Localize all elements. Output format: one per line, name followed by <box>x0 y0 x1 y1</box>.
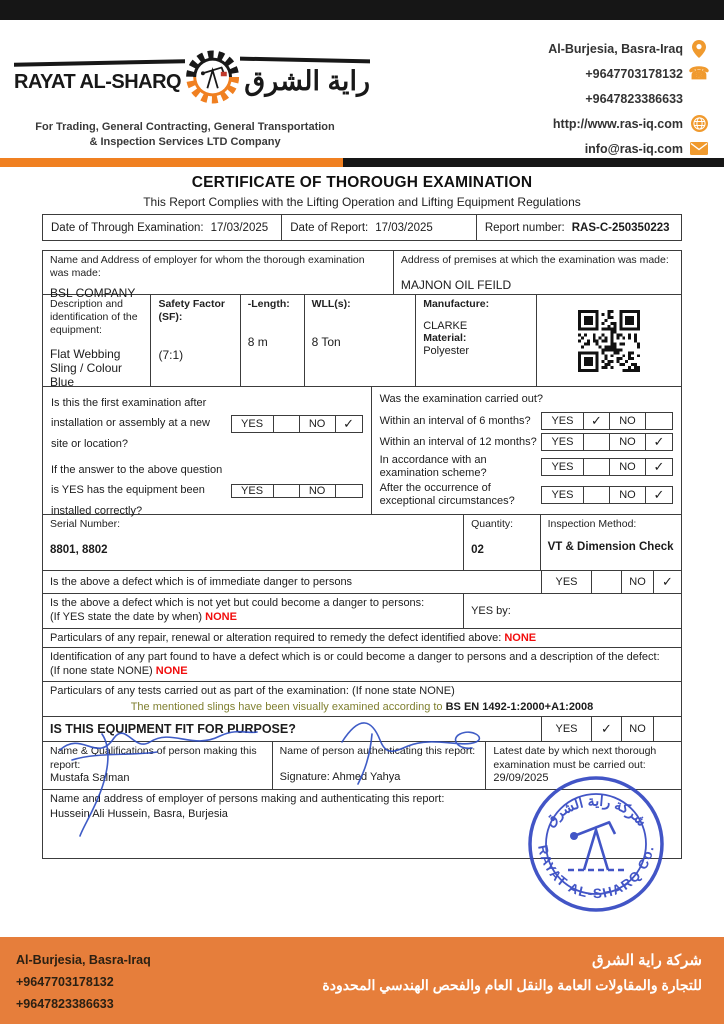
question-6-months: Within an interval of 6 months? YES ✓ NO <box>380 412 673 430</box>
question-exceptional: After the occurrence of exceptional circumstances? YES NO ✓ <box>380 482 673 507</box>
inspection-method-cell: Inspection Method: VT & Dimension Check <box>547 518 674 554</box>
question-exam-scheme: In accordance with an examination scheme? YES NO ✓ <box>380 454 673 479</box>
logo-title-en: RAYAT AL-SHARQ <box>14 61 181 94</box>
tests-standard: BS EN 1492-1:2000+A1:2008 <box>445 700 594 713</box>
stamp-text-ar: شركة راية الشرق <box>541 792 651 830</box>
safety-factor-value: (7:1) <box>158 348 184 363</box>
first-exam-yesno: YES NO ✓ <box>231 415 363 433</box>
future-danger-value: NONE <box>205 610 237 623</box>
immediate-danger-row: Is the above a defect which is of immediate danger to persons YES NO ✓ <box>43 571 681 594</box>
serial-number-value: 8801, 8802 <box>50 544 108 557</box>
qr-cell <box>537 295 681 386</box>
employer-cell: Name and Address of employer for whom the thorough examination was made: BSL COMPANY <box>43 251 394 294</box>
fit-for-purpose-question: IS THIS EQUIPMENT FIT FOR PURPOSE? <box>50 722 296 736</box>
location-pin-icon <box>688 40 710 58</box>
premises-value: MAJNON OIL FEILD <box>400 278 512 293</box>
interval6-yes-checkbox[interactable]: ✓ <box>584 413 610 429</box>
header-divider-bar <box>0 158 724 167</box>
parties-row <box>43 251 681 301</box>
title-block <box>0 174 724 209</box>
premises-cell: Address of premises at which the examination was made: MAJNON OIL FEILD <box>394 251 681 294</box>
questions-right <box>372 387 681 514</box>
footer-company-name-ar: شركة راية الشرق <box>591 952 702 969</box>
serial-row <box>43 515 681 571</box>
tests-note: The mentioned slings have been visually examined according to <box>130 700 443 713</box>
date-bar <box>42 214 682 241</box>
tagline-line2: & Inspection Services LTD Company <box>89 135 281 148</box>
report-date-value: 17/03/2025 <box>375 221 433 234</box>
manufacture-cell: Manufacture: CLARKE Material: Polyester <box>416 295 537 386</box>
next-exam-cell: Latest date by which next thorough examination must be carried out: 29/09/2025 <box>486 742 681 789</box>
immediate-no-checkbox[interactable]: ✓ <box>653 571 681 593</box>
carried-out-header: Was the examination carried out? <box>379 393 544 405</box>
next-exam-date: 29/09/2025 <box>493 772 549 785</box>
authenticator-signature: Signature: Ahmed Yahya <box>279 770 401 783</box>
fit-no-checkbox[interactable] <box>653 717 681 741</box>
material-value: Polyester <box>423 345 470 358</box>
top-black-bar <box>0 0 724 20</box>
footer-phone1: +9647703178132 <box>16 974 114 989</box>
yes-by-cell: YES by: <box>471 605 511 617</box>
equipment-description-value: Flat Webbing Sling / Colour Blue <box>50 347 123 390</box>
identification-row: Identification of any part found to have a defect which is or could become a danger to persons and a description of the defect: (If none state NONE) NONE <box>43 648 681 682</box>
report-number-value: RAS-C-250350223 <box>571 221 670 234</box>
question-first-exam: Is this the first examination after installation or assembly at a new site or location? YES NO ✓ <box>51 393 363 454</box>
globe-icon <box>688 115 710 133</box>
installed-no-checkbox[interactable] <box>336 485 362 497</box>
quantity-value: 02 <box>471 544 484 557</box>
scheme-no-checkbox[interactable]: ✓ <box>653 458 665 474</box>
exam-date-value: 17/03/2025 <box>210 221 269 234</box>
svg-text:شركة راية الشرق <box>542 793 651 830</box>
fit-for-purpose-row <box>43 717 681 742</box>
contact-website: http://www.ras-iq.com <box>460 111 710 136</box>
contact-block <box>460 36 710 161</box>
first-exam-yes-checkbox[interactable] <box>274 416 300 432</box>
company-logo <box>14 34 370 120</box>
employer-value: BSL COMPANY <box>50 286 136 301</box>
footer-contact <box>16 950 151 1016</box>
employer-of-persons-row: Name and address of employer of persons making and authenticating this report: Hussein Ali Hussein, Basra, Burjesia <box>43 790 681 858</box>
fit-yesno: YES ✓ NO <box>541 717 681 741</box>
interval12-no-checkbox[interactable]: ✓ <box>653 434 665 449</box>
contact-phone2: +9647823386633 <box>585 91 683 106</box>
fit-yes-checkbox[interactable]: ✓ <box>591 717 621 741</box>
footer-phone2: +9647823386633 <box>16 996 114 1011</box>
repair-row: Particulars of any repair, renewal or alteration required to remedy the defect identified above: NONE <box>43 629 681 648</box>
exceptional-yes-checkbox[interactable] <box>584 487 610 503</box>
length-value: 8 m <box>247 335 268 350</box>
interval6-no-checkbox[interactable] <box>646 413 672 429</box>
length-cell: -Length: 8 m <box>241 295 305 386</box>
tagline-line1: For Trading, General Contracting, General Transportation <box>35 121 335 133</box>
report-maker-name: Mustafa Salman <box>50 772 130 785</box>
logo-title-ar: راية الشرق <box>244 58 370 97</box>
contact-phone1: +9647703178132 ☎ <box>585 63 710 83</box>
exceptional-no-checkbox[interactable]: ✓ <box>653 486 665 502</box>
footer-company-arabic <box>322 951 702 994</box>
company-tagline <box>10 120 360 150</box>
equipment-row <box>43 295 681 390</box>
question-12-months: Within an interval of 12 months? YES NO ✓ <box>380 433 673 451</box>
serial-number-cell: Serial Number: 8801, 8802 <box>43 515 464 570</box>
future-danger-row: Is the above a defect which is not yet but could become a danger to persons: (If YES state the date by when) NONE YES by: <box>43 594 681 629</box>
installed-correctly-yesno: YES NO <box>231 484 363 498</box>
equipment-description-cell: Description and identification of the equipment: Flat Webbing Sling / Colour Blue <box>43 295 151 386</box>
immediate-danger-yesno: YES NO ✓ <box>541 571 681 593</box>
header <box>0 20 724 158</box>
installed-yes-checkbox[interactable] <box>274 485 300 497</box>
footer-company-desc-ar: للتجارة والمقاولات العامة والنقل العام والفحص الهندسي المحدودة <box>322 977 702 993</box>
phone-icon: ☎ <box>688 63 710 83</box>
questions-row <box>43 387 681 515</box>
divider-orange-segment <box>0 158 343 167</box>
interval12-yes-checkbox[interactable] <box>584 434 610 450</box>
safety-factor-cell: Safety Factor (SF): (7:1) <box>151 295 240 386</box>
scheme-yes-checkbox[interactable] <box>584 459 610 475</box>
repair-value: NONE <box>504 632 537 644</box>
report-maker-cell: Name & Qualifications of person making this report: Mustafa Salman <box>43 742 273 789</box>
question-installed-correctly: If the answer to the above question is YES has the equipment been installed correctly? YES NO <box>51 460 363 521</box>
report-date-cell: Date of Report: 17/03/2025 <box>282 215 477 240</box>
certificate-title: CERTIFICATE OF THOROUGH EXAMINATION <box>191 174 533 191</box>
employer-of-persons-value: Hussein Ali Hussein, Basra, Burjesia <box>50 807 228 820</box>
tests-row: Particulars of any tests carried out as part of the examination: (If none state NONE) The mentioned slings have been visually examined according to BS EN 1492-1:2000+A1:2008 <box>43 682 681 717</box>
identification-value: NONE <box>155 664 188 677</box>
contact-address: Al-Burjesia, Basra-Iraq <box>460 36 710 61</box>
first-exam-no-checkbox[interactable]: ✓ <box>343 415 355 431</box>
inspection-method-value: VT & Dimension Check <box>547 541 674 554</box>
report-number-cell: Report number: RAS-C-250350223 <box>484 221 670 234</box>
stamp-text-en: RAYAT AL-SHARQ Co. <box>535 843 657 902</box>
quantity-cell: Quantity: 02 <box>464 515 541 570</box>
authenticator-cell: Name of person authenticating this report: Signature: Ahmed Yahya <box>273 742 487 789</box>
footer-address: Al-Burjesia, Basra-Iraq <box>16 953 151 967</box>
gear-pumpjack-icon <box>185 34 240 120</box>
qr-code <box>578 310 640 372</box>
exam-date-cell: Date of Through Examination: 17/03/2025 <box>43 215 282 240</box>
footer <box>0 937 724 1024</box>
main-table <box>42 250 682 859</box>
questions-left <box>43 387 372 517</box>
manufacture-value: CLARKE <box>423 320 468 333</box>
contact-email: info@ras-iq.com <box>460 136 710 161</box>
immediate-yes-checkbox[interactable] <box>591 571 621 593</box>
certificate-subtitle: This Report Complies with the Lifting Operation and Lifting Equipment Regulations <box>143 195 581 209</box>
company-stamp <box>518 772 674 920</box>
wll-cell: WLL(s): 8 Ton <box>305 295 417 386</box>
wll-value: 8 Ton <box>311 335 341 350</box>
envelope-icon <box>688 140 710 158</box>
